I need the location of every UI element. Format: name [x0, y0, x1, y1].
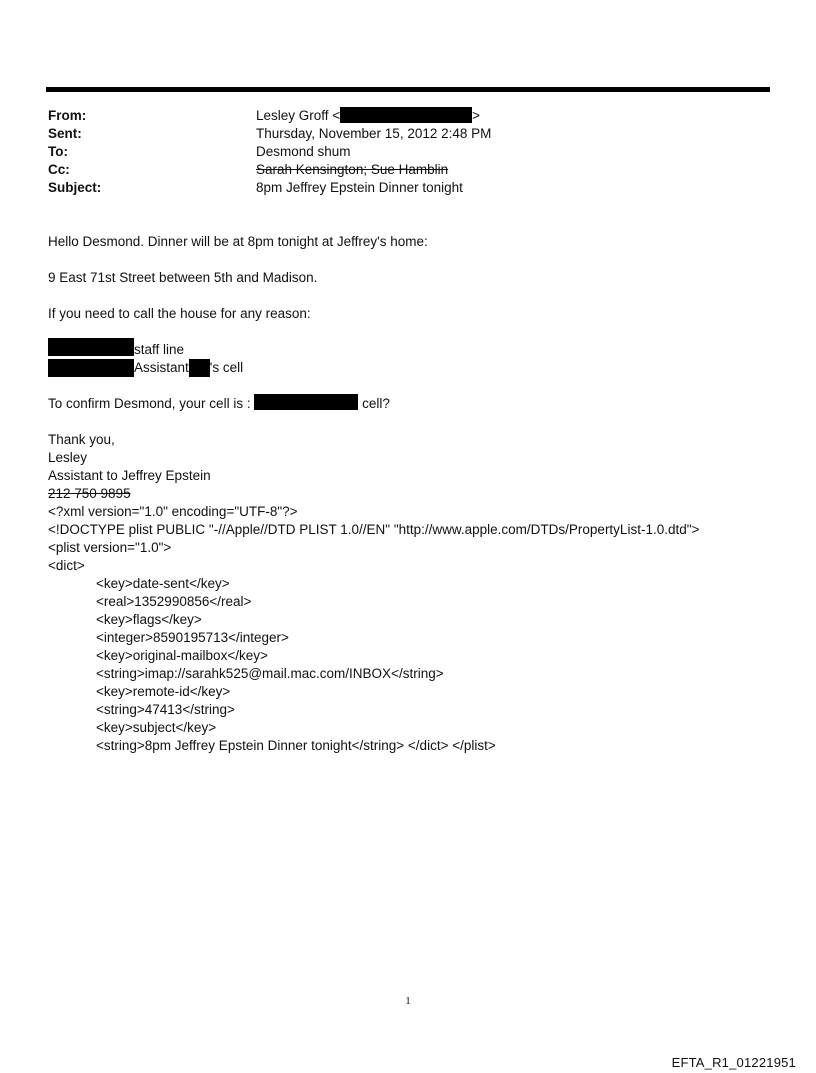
subject-label: Subject:	[48, 180, 102, 195]
signature-title: Assistant to Jeffrey Epstein	[48, 468, 211, 483]
redaction-box	[48, 338, 134, 356]
xml-item: <real>1352990856</real>	[96, 594, 252, 609]
confirm-suffix: cell?	[358, 396, 390, 411]
confirm-prefix: To confirm Desmond, your cell is :	[48, 396, 255, 411]
signature-name: Lesley	[48, 450, 88, 465]
assistant-prefix: Assistant	[134, 360, 189, 375]
xml-item: <string>imap://sarahk525@mail.mac.com/INBOX</string>	[96, 666, 444, 681]
redaction-box	[48, 359, 134, 377]
from-label: From:	[48, 108, 87, 123]
to-label: To:	[48, 144, 68, 159]
assistant-cell-row	[48, 359, 243, 377]
to-row	[0, 143, 816, 161]
subject-row	[0, 179, 816, 197]
subject-value: 8pm Jeffrey Epstein Dinner tonight	[256, 180, 463, 195]
xml-declaration: <?xml version="1.0" encoding="UTF-8"?>	[48, 504, 298, 519]
xml-item: <integer>8590195713</integer>	[96, 630, 289, 645]
from-row	[0, 107, 816, 125]
page-number: 1	[405, 995, 411, 1007]
xml-item: <key>subject</key>	[96, 720, 217, 735]
xml-doctype: <!DOCTYPE plist PUBLIC "-//Apple//DTD PLIST 1.0//EN" "http://www.apple.com/DTDs/PropertyList-1.0.dtd">	[48, 522, 700, 537]
xml-item: <key>date-sent</key>	[96, 576, 230, 591]
to-value: Desmond shum	[256, 144, 351, 159]
cc-label: Cc:	[48, 162, 70, 177]
xml-item: <key>flags</key>	[96, 612, 202, 627]
signature-phone: 212 750 9895	[48, 486, 131, 501]
xml-item: <string>8pm Jeffrey Epstein Dinner tonight</string> </dict> </plist>	[96, 738, 496, 753]
redaction-box	[340, 107, 472, 123]
call-line: If you need to call the house for any reason:	[48, 306, 311, 321]
redaction-box	[189, 359, 210, 377]
xml-plist-open: <plist version="1.0">	[48, 540, 172, 555]
header-rule	[46, 87, 770, 92]
redaction-box	[254, 394, 358, 410]
sent-label: Sent:	[48, 126, 82, 141]
xml-item: <string>47413</string>	[96, 702, 235, 717]
staff-line-row	[48, 341, 184, 359]
address-line: 9 East 71st Street between 5th and Madison.	[48, 270, 318, 285]
sent-row	[0, 125, 816, 143]
from-name: Lesley Groff <	[256, 108, 341, 123]
assistant-suffix: 's cell	[209, 360, 244, 375]
staff-line-text: staff line	[134, 342, 185, 357]
from-value	[256, 107, 480, 125]
cc-row	[0, 161, 816, 179]
thanks-line: Thank you,	[48, 432, 115, 447]
from-end: >	[472, 108, 481, 123]
bates-number: EFTA_R1_01221951	[671, 1055, 796, 1070]
xml-item: <key>remote-id</key>	[96, 684, 231, 699]
xml-item: <key>original-mailbox</key>	[96, 648, 268, 663]
confirm-line	[48, 395, 390, 413]
cc-value: Sarah Kensington; Sue Hamblin	[256, 162, 449, 177]
sent-value: Thursday, November 15, 2012 2:48 PM	[256, 126, 492, 141]
greeting-line: Hello Desmond. Dinner will be at 8pm tonight at Jeffrey's home:	[48, 234, 428, 249]
xml-dict-open: <dict>	[48, 558, 85, 573]
